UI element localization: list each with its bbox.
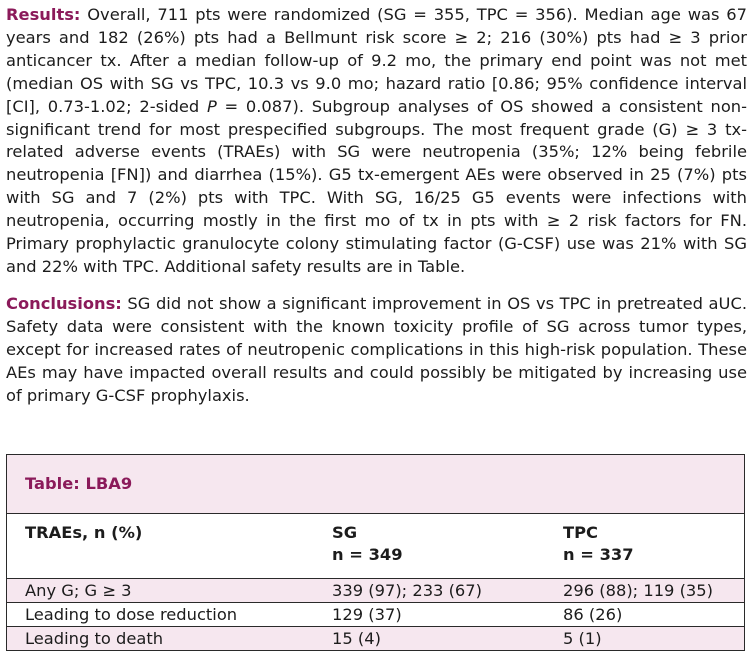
row-sg-value: 339 (97); 233 (67) <box>330 578 561 602</box>
trae-table <box>7 514 744 650</box>
header-traes: TRAEs, n (%) <box>7 514 330 578</box>
results-table <box>6 454 745 651</box>
row-tpc-value: 296 (88); 119 (35) <box>561 578 744 602</box>
header-tpc <box>561 514 744 578</box>
header-sg-name: SG <box>332 523 358 542</box>
results-heading: Results: <box>6 5 81 24</box>
table-row <box>7 626 744 650</box>
row-tpc-value: 5 (1) <box>561 626 744 650</box>
conclusions-heading: Conclusions: <box>6 293 122 313</box>
header-sg <box>330 514 561 578</box>
abstract-text <box>6 4 747 407</box>
header-sg-n: n = 349 <box>332 545 403 564</box>
results-paragraph <box>6 4 747 279</box>
row-label: Any G; G ≥ 3 <box>7 578 330 602</box>
conclusions-paragraph <box>6 293 747 408</box>
table-title: Table: LBA9 <box>7 455 744 514</box>
p-value-symbol: P <box>206 96 217 116</box>
row-tpc-value: 86 (26) <box>561 602 744 626</box>
table-row <box>7 602 744 626</box>
header-tpc-name: TPC <box>563 523 598 542</box>
results-body: Overall, 711 pts were randomized (SG = 355, TPC = 356). Median age was 67 years and 182 (26%) pts had a Bellmunt risk score ≥ 2; 216 (30%) pts had ≥ 3 prior anticancer tx. After a median follow-up of 9.2 mo, the primary end point was not met (median OS with SG vs TPC, 10.3 vs 9.0 mo; hazard ratio [0.86; 95% confidence interval [CI], 0.73-1.02; 2-sided <box>6 5 747 116</box>
table-row <box>7 578 744 602</box>
row-sg-value: 15 (4) <box>330 626 561 650</box>
row-sg-value: 129 (37) <box>330 602 561 626</box>
results-body-end: = 0.087). Subgroup analyses of OS showed a consistent non-significant trend for most prespecified subgroups. The most frequent grade (G) ≥ 3 tx-related adverse events (TRAEs) with SG were neutropenia (35%; 12% being febrile neutropenia [FN]) and diarrhea (15%). G5 tx-emergent AEs were observed in 25 (7%) pts with SG and 7 (2%) pts with TPC. With SG, 16/25 G5 events were infections with neutropenia, occurring mostly in the first mo of tx in pts with ≥ 2 risk factors for FN. Primary prophylactic granulocyte colony stimulating factor (G-CSF) use was 21% with SG and 22% with TPC. Additional safety results are in Table. <box>6 96 747 276</box>
header-tpc-n: n = 337 <box>563 545 634 564</box>
conclusions-body: SG did not show a significant improvement in OS vs TPC in pretreated aUC. Safety data were consistent with the known toxicity profile of SG across tumor types, except for increased rates of neutropenic complications in this high-risk population. These AEs may have impacted overall results and could possibly be mitigated by increasing use of primary G-CSF prophylaxis. <box>6 293 747 405</box>
table-header-row <box>7 514 744 578</box>
row-label: Leading to death <box>7 626 330 650</box>
row-label: Leading to dose reduction <box>7 602 330 626</box>
